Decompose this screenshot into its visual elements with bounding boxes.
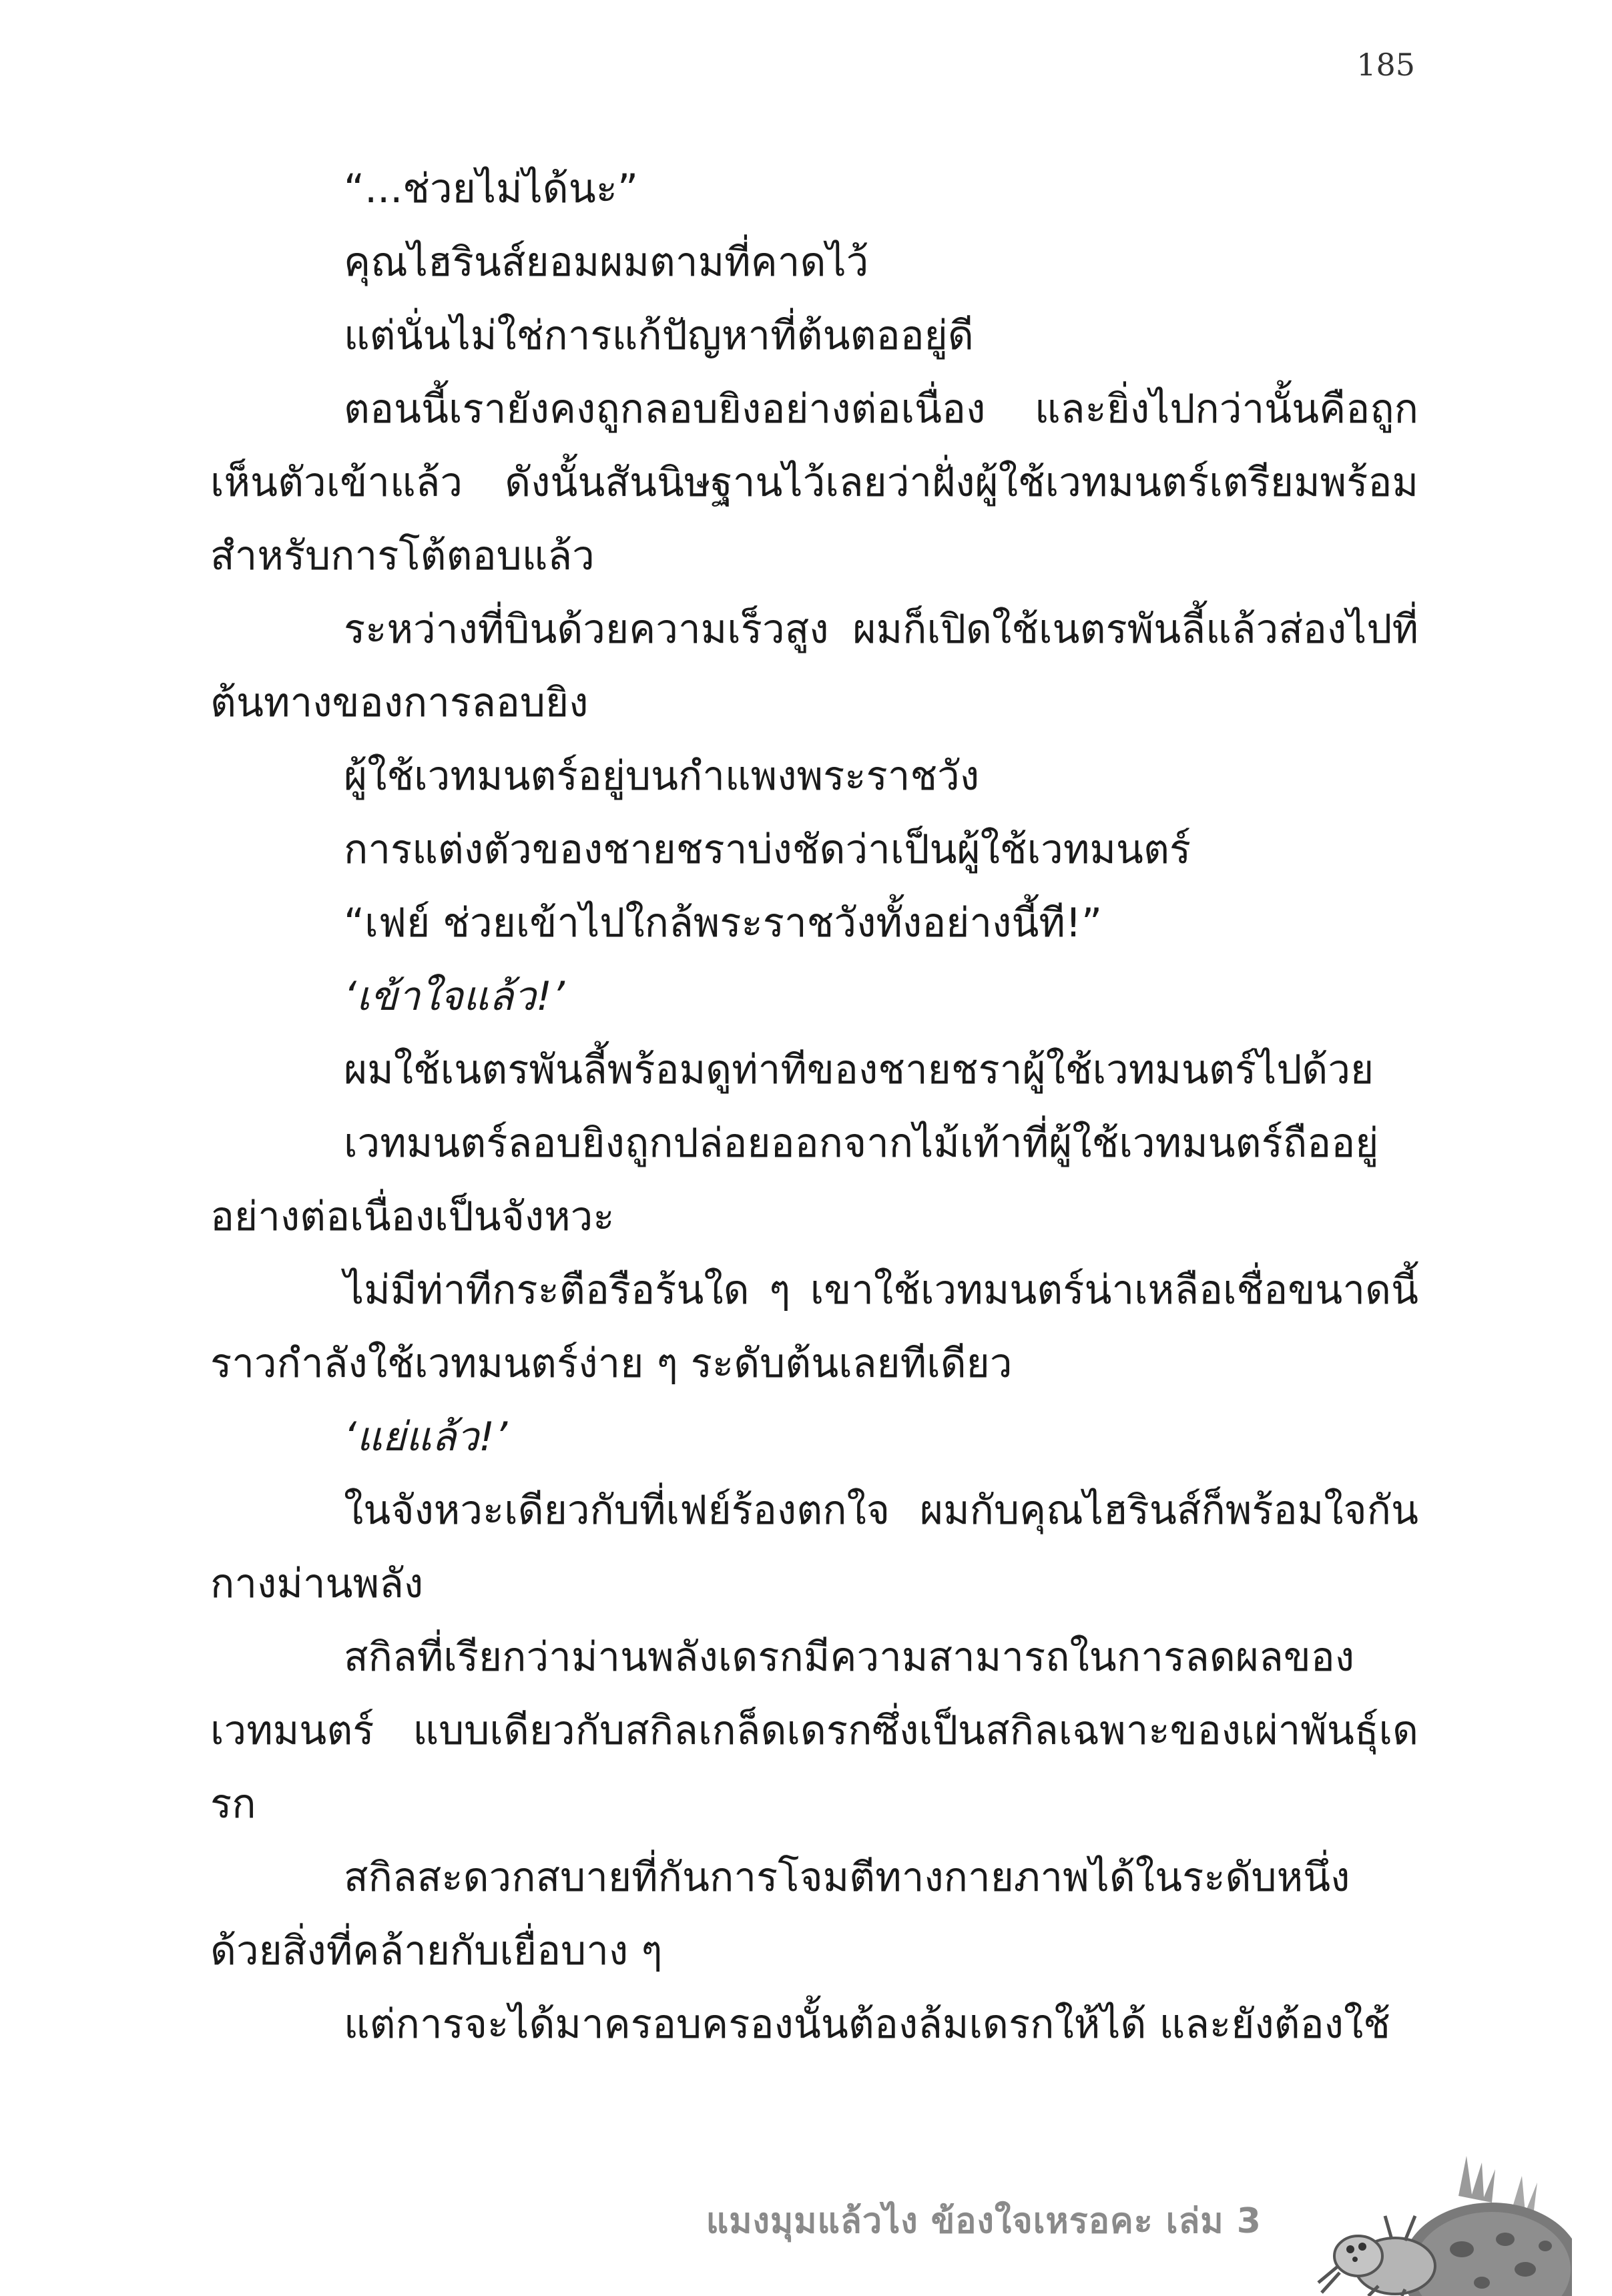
spider-mascot-icon <box>1292 2149 1572 2296</box>
paragraph: แต่นั่นไม่ใช่การแก้ปัญหาที่ต้นตออยู่ดี <box>344 312 974 359</box>
paragraph: การแต่งตัวของชายชราบ่งชัดว่าเป็นผู้ใช้เวทมนตร์ <box>344 826 1191 873</box>
paragraph: สกิลที่เรียกว่าม่านพลังเดรกมีความสามารถในการลดผลของเวทมนตร์ แบบเดียวกับสกิลเกล็ดเดรกซึ่งเป็นสกิลเฉพาะของเผ่าพันธุ์เดรก <box>210 1634 1418 1827</box>
page-number: 185 <box>1356 47 1415 83</box>
paragraph: เวทมนตร์ลอบยิงถูกปล่อยออกจากไม้เท้าที่ผู้ใช้เวทมนตร์ถืออยู่อย่างต่อเนื่องเป็นจังหวะ <box>210 1120 1379 1240</box>
paragraph: “...ช่วยไม่ได้นะ” <box>344 166 639 212</box>
paragraph: ไม่มีท่าทีกระตือรือร้นใด ๆ เขาใช้เวทมนตร์น่าเหลือเชื่อขนาดนี้ราวกำลังใช้เวทมนตร์ง่าย ๆ ระดับต้นเลยทีเดียว <box>210 1267 1418 1387</box>
paragraph: ตอนนี้เรายังคงถูกลอบยิงอย่างต่อเนื่อง และยิ่งไปกว่านั้นคือถูกเห็นตัวเข้าแล้ว ดังนั้นสันนิษฐานไว้เลยว่าฝั่งผู้ใช้เวทมนตร์เตรียมพร้อมสำหรับการโต้ตอบแล้ว <box>210 386 1418 579</box>
paragraph: ระหว่างที่บินด้วยความเร็วสูง ผมก็เปิดใช้เนตรพันลี้แล้วส่องไปที่ต้นทางของการลอบยิง <box>210 606 1418 726</box>
book-title: แมงมุมแล้วไง ข้องใจเหรอคะ เล่ม 3 <box>706 2201 1262 2241</box>
paragraph: “เฟย์ ช่วยเข้าไปใกล้พระราชวังทั้งอย่างนี้ที!” <box>344 900 1103 946</box>
paragraph: สกิลสะดวกสบายที่กันการโจมตีทางกายภาพได้ในระดับหนึ่งด้วยสิ่งที่คล้ายกับเยื่อบาง ๆ <box>210 1854 1350 1974</box>
paragraph: คุณไฮรินส์ยอมผมตามที่คาดไว้ <box>344 239 869 286</box>
paragraph: ‘แย่แล้ว!’ <box>344 1414 508 1460</box>
paragraph: ผมใช้เนตรพันลี้พร้อมดูท่าทีของชายชราผู้ใช้เวทมนตร์ไปด้วย <box>344 1047 1374 1093</box>
paragraph: แต่การจะได้มาครอบครองนั้นต้องล้มเดรกให้ได้ และยังต้องใช้ <box>344 2001 1390 2048</box>
paragraph: ในจังหวะเดียวกับที่เฟย์ร้องตกใจ ผมกับคุณไฮรินส์ก็พร้อมใจกันกางม่านพลัง <box>210 1487 1418 1607</box>
paragraph: ‘เข้าใจแล้ว!’ <box>344 973 565 1020</box>
paragraph: ผู้ใช้เวทมนตร์อยู่บนกำแพงพระราชวัง <box>344 753 980 800</box>
footer <box>0 2149 1612 2296</box>
body-text <box>210 152 1418 2061</box>
